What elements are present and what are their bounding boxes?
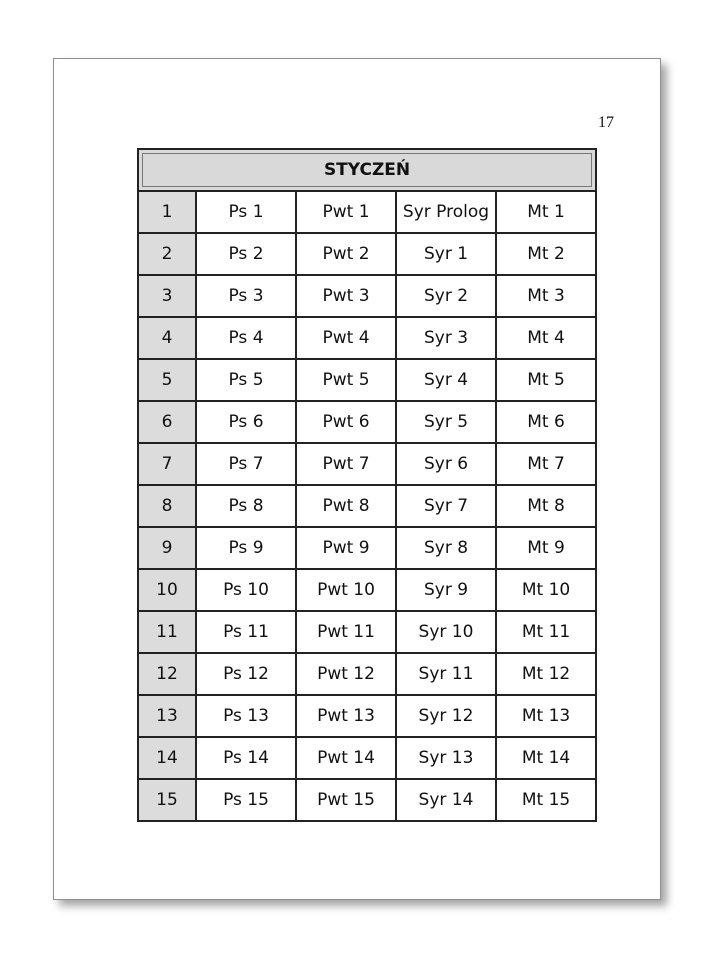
reading-matthew: Mt 9 xyxy=(496,527,596,569)
table-row xyxy=(138,401,596,443)
table-row xyxy=(138,317,596,359)
reading-sirach: Syr 6 xyxy=(396,443,496,485)
reading-sirach: Syr 10 xyxy=(396,611,496,653)
table-row xyxy=(138,275,596,317)
table-row xyxy=(138,359,596,401)
reading-matthew: Mt 13 xyxy=(496,695,596,737)
reading-sirach: Syr 2 xyxy=(396,275,496,317)
reading-deuteronomy: Pwt 6 xyxy=(296,401,396,443)
day-number: 3 xyxy=(138,275,196,317)
reading-psalms: Ps 4 xyxy=(196,317,296,359)
reading-psalms: Ps 10 xyxy=(196,569,296,611)
reading-deuteronomy: Pwt 7 xyxy=(296,443,396,485)
document-page xyxy=(53,58,661,900)
reading-deuteronomy: Pwt 3 xyxy=(296,275,396,317)
reading-matthew: Mt 3 xyxy=(496,275,596,317)
reading-matthew: Mt 12 xyxy=(496,653,596,695)
day-number: 8 xyxy=(138,485,196,527)
reading-sirach: Syr 4 xyxy=(396,359,496,401)
reading-deuteronomy: Pwt 11 xyxy=(296,611,396,653)
reading-deuteronomy: Pwt 9 xyxy=(296,527,396,569)
reading-psalms: Ps 8 xyxy=(196,485,296,527)
reading-matthew: Mt 7 xyxy=(496,443,596,485)
reading-psalms: Ps 7 xyxy=(196,443,296,485)
reading-psalms: Ps 6 xyxy=(196,401,296,443)
table-row xyxy=(138,443,596,485)
reading-psalms: Ps 12 xyxy=(196,653,296,695)
day-number: 6 xyxy=(138,401,196,443)
reading-psalms: Ps 3 xyxy=(196,275,296,317)
reading-sirach: Syr 14 xyxy=(396,779,496,821)
table-row xyxy=(138,233,596,275)
reading-plan-table-container xyxy=(137,148,595,822)
reading-deuteronomy: Pwt 5 xyxy=(296,359,396,401)
reading-deuteronomy: Pwt 10 xyxy=(296,569,396,611)
reading-psalms: Ps 13 xyxy=(196,695,296,737)
reading-plan-table xyxy=(137,148,597,822)
reading-matthew: Mt 6 xyxy=(496,401,596,443)
reading-deuteronomy: Pwt 13 xyxy=(296,695,396,737)
reading-psalms: Ps 5 xyxy=(196,359,296,401)
reading-psalms: Ps 15 xyxy=(196,779,296,821)
day-number: 10 xyxy=(138,569,196,611)
reading-psalms: Ps 9 xyxy=(196,527,296,569)
reading-sirach: Syr 13 xyxy=(396,737,496,779)
reading-matthew: Mt 8 xyxy=(496,485,596,527)
reading-matthew: Mt 1 xyxy=(496,191,596,233)
reading-deuteronomy: Pwt 14 xyxy=(296,737,396,779)
reading-deuteronomy: Pwt 1 xyxy=(296,191,396,233)
reading-deuteronomy: Pwt 2 xyxy=(296,233,396,275)
day-number: 5 xyxy=(138,359,196,401)
reading-deuteronomy: Pwt 15 xyxy=(296,779,396,821)
reading-sirach: Syr 11 xyxy=(396,653,496,695)
day-number: 9 xyxy=(138,527,196,569)
day-number: 1 xyxy=(138,191,196,233)
reading-deuteronomy: Pwt 4 xyxy=(296,317,396,359)
reading-psalms: Ps 2 xyxy=(196,233,296,275)
day-number: 2 xyxy=(138,233,196,275)
table-row xyxy=(138,779,596,821)
reading-matthew: Mt 4 xyxy=(496,317,596,359)
reading-psalms: Ps 1 xyxy=(196,191,296,233)
reading-sirach: Syr Prolog xyxy=(396,191,496,233)
table-row xyxy=(138,653,596,695)
day-number: 11 xyxy=(138,611,196,653)
reading-matthew: Mt 15 xyxy=(496,779,596,821)
day-number: 7 xyxy=(138,443,196,485)
reading-sirach: Syr 1 xyxy=(396,233,496,275)
reading-sirach: Syr 9 xyxy=(396,569,496,611)
reading-deuteronomy: Pwt 12 xyxy=(296,653,396,695)
reading-matthew: Mt 14 xyxy=(496,737,596,779)
table-row xyxy=(138,737,596,779)
table-row xyxy=(138,611,596,653)
reading-sirach: Syr 3 xyxy=(396,317,496,359)
reading-deuteronomy: Pwt 8 xyxy=(296,485,396,527)
table-header-row xyxy=(138,149,596,191)
page-number: 17 xyxy=(598,114,614,131)
reading-sirach: Syr 12 xyxy=(396,695,496,737)
table-row xyxy=(138,527,596,569)
reading-matthew: Mt 11 xyxy=(496,611,596,653)
table-row xyxy=(138,569,596,611)
reading-sirach: Syr 5 xyxy=(396,401,496,443)
table-row xyxy=(138,695,596,737)
day-number: 15 xyxy=(138,779,196,821)
month-title: STYCZEŃ xyxy=(138,149,596,191)
table-row xyxy=(138,485,596,527)
day-number: 4 xyxy=(138,317,196,359)
reading-sirach: Syr 8 xyxy=(396,527,496,569)
reading-matthew: Mt 10 xyxy=(496,569,596,611)
reading-psalms: Ps 11 xyxy=(196,611,296,653)
day-number: 14 xyxy=(138,737,196,779)
table-row xyxy=(138,191,596,233)
day-number: 12 xyxy=(138,653,196,695)
reading-matthew: Mt 5 xyxy=(496,359,596,401)
reading-matthew: Mt 2 xyxy=(496,233,596,275)
reading-psalms: Ps 14 xyxy=(196,737,296,779)
day-number: 13 xyxy=(138,695,196,737)
reading-sirach: Syr 7 xyxy=(396,485,496,527)
